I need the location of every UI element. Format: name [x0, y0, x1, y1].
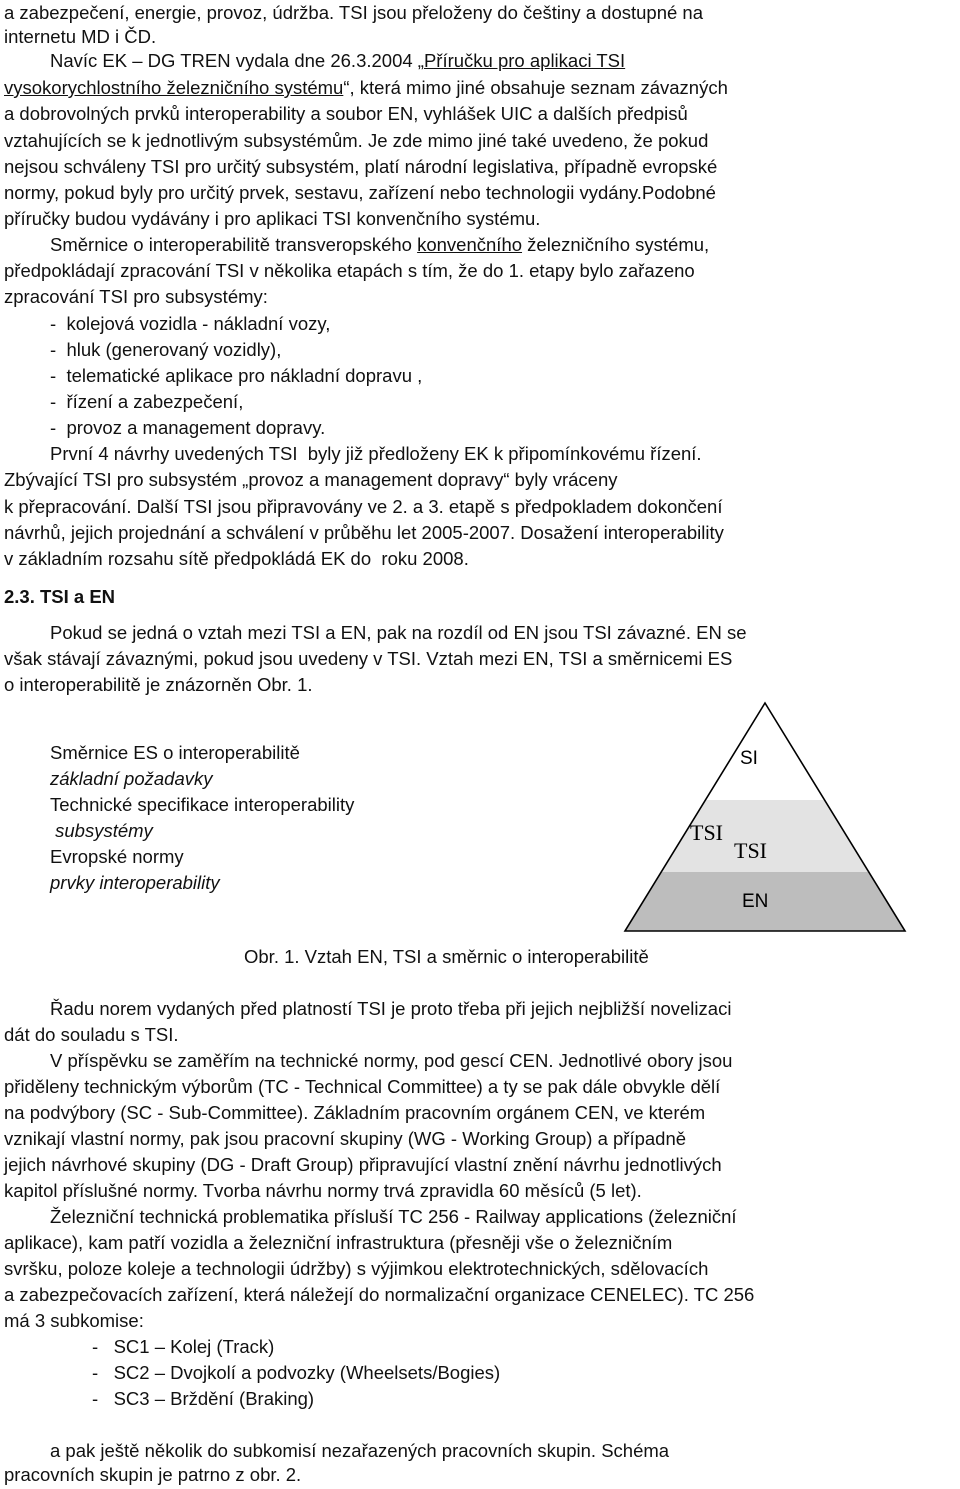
- pyramid-diagram: [620, 700, 910, 935]
- list-item: - SC3 – Brždění (Braking): [92, 1388, 315, 1409]
- text-line: o interoperabilitě je znázorněn Obr. 1.: [4, 674, 313, 695]
- text-line: [50, 232, 709, 258]
- list-item: - SC2 – Dvojkolí a podvozky (Wheelsets/Bogies): [92, 1362, 501, 1383]
- text-line: svršku, poloze koleje a technologii údržby) s výjimkou elektrotechnických, sdělovacích: [4, 1258, 709, 1279]
- text-line: návrhů, jejich projednání a schválení v průběhu let 2005-2007. Dosažení interoperability: [4, 522, 724, 543]
- list-item: - SC1 – Kolej (Track): [92, 1336, 275, 1357]
- text-span: železničního systému,: [522, 234, 710, 255]
- pyramid-tier-top: [620, 700, 910, 800]
- guide-title-link: vysokorychlostního železničního systému: [4, 77, 344, 98]
- text-line: na podvýbory (SC - Sub-Committee). Základním pracovním orgánem CEN, ve kterém: [4, 1102, 706, 1123]
- figure-legend-item: Evropské normy: [50, 846, 184, 867]
- underlined-word: konvenčního: [417, 234, 523, 255]
- text-line: dát do souladu s TSI.: [4, 1024, 179, 1045]
- text-span: Směrnice o interoperabilitě transveropského: [50, 234, 418, 255]
- text-line: aplikace), kam patří vozidla a železniční infrastruktura (přesněji vše o železničním: [4, 1232, 673, 1253]
- guide-title-link: Příručku pro aplikaci TSI: [423, 50, 626, 71]
- pyramid-label-en: EN: [742, 891, 769, 912]
- figure-legend-item: prvky interoperability: [50, 872, 220, 893]
- list-item: - telematické aplikace pro nákladní dopravu ,: [50, 365, 423, 386]
- text-line: Řadu norem vydaných před platností TSI je proto třeba při jejich nejbližší novelizaci: [50, 998, 732, 1019]
- figure-caption: Obr. 1. Vztah EN, TSI a směrnic o interoperabilitě: [244, 946, 649, 967]
- figure-legend-item: Směrnice ES o interoperabilitě: [50, 742, 300, 763]
- text-line: příručky budou vydávány i pro aplikaci TSI konvenčního systému.: [4, 208, 541, 229]
- text-line: předpokládají zpracování TSI v několika etapách s tím, že do 1. etapy bylo zařazeno: [4, 260, 695, 281]
- text-line: vznikají vlastní normy, pak jsou pracovní skupiny (WG - Working Group) a případně: [4, 1128, 687, 1149]
- text-line: kapitol příslušné normy. Tvorba návrhu normy trvá zpravidla 60 měsíců (5 let).: [4, 1180, 642, 1201]
- text-line: vztahujících se k jednotlivým subsystémům. Je zde mimo jiné také uvedeno, že pokud: [4, 130, 709, 151]
- text-line: normy, pokud byly pro určitý prvek, sestavu, zařízení nebo technologii vydány.Podobné: [4, 182, 716, 203]
- list-item: - provoz a management dopravy.: [50, 417, 326, 438]
- figure-legend-item: subsystémy: [50, 820, 153, 841]
- figure-legend-item: Technické specifikace interoperability: [50, 794, 355, 815]
- list-item: - řízení a zabezpečení,: [50, 391, 244, 412]
- pyramid-label-tsi: TSI: [690, 820, 723, 845]
- pyramid-label-si: SI: [740, 748, 758, 769]
- text-line: a zabezpečovacích zařízení, která náležejí do normalizační organizace CENELEC). TC 256: [4, 1284, 755, 1305]
- text-line: nejsou schváleny TSI pro určitý subsystém, platí národní legislativa, případně evropské: [4, 156, 718, 177]
- text-line: zpracování TSI pro subsystémy:: [4, 286, 268, 307]
- text-line: [4, 75, 728, 101]
- text-line: První 4 návrhy uvedených TSI byly již předloženy EK k připomínkovému řízení.: [50, 443, 702, 464]
- text-line: Železniční technická problematika přísluší TC 256 - Railway applications (železniční: [50, 1206, 737, 1227]
- text-line: má 3 subkomise:: [4, 1310, 144, 1331]
- text-line: a dobrovolných prvků interoperability a soubor EN, vyhlášek UIC a dalších předpisů: [4, 103, 688, 124]
- text-line: přiděleny technickým výborům (TC - Technical Committee) a ty se pak dále obvykle dělí: [4, 1076, 721, 1097]
- text-line: V příspěvku se zaměřím na technické normy, pod gescí CEN. Jednotlivé obory jsou: [50, 1050, 733, 1071]
- text-span: Navíc EK – DG TREN vydala dne 26.3.2004 „: [50, 50, 424, 71]
- list-item: - kolejová vozidla - nákladní vozy,: [50, 313, 331, 334]
- text-line: a zabezpečení, energie, provoz, údržba. TSI jsou přeloženy do češtiny a dostupné na: [4, 2, 703, 23]
- section-heading: 2.3. TSI a EN: [4, 586, 116, 607]
- text-line: Zbývající TSI pro subsystém „provoz a management dopravy“ byly vráceny: [4, 469, 618, 490]
- pyramid-label-tsi: TSI: [734, 838, 767, 863]
- text-line: jejich návrhové skupiny (DG - Draft Group) připravující vlastní znění návrhu jednotlivých: [4, 1154, 722, 1175]
- text-line: k přepracování. Další TSI jsou připravovány ve 2. a 3. etapě s předpokladem dokončení: [4, 496, 723, 517]
- text-line: a pak ještě několik do subkomisí nezařazených pracovních skupin. Schéma: [50, 1440, 670, 1461]
- text-line: však stávají závaznými, pokud jsou uvedeny v TSI. Vztah mezi EN, TSI a směrnicemi ES: [4, 648, 733, 669]
- text-line: internetu MD i ČD.: [4, 26, 157, 47]
- text-line: v základním rozsahu sítě předpokládá EK do roku 2008.: [4, 548, 469, 569]
- text-line: Pokud se jedná o vztah mezi TSI a EN, pak na rozdíl od EN jsou TSI závazné. EN se: [50, 622, 747, 643]
- figure-legend-item: základní požadavky: [50, 768, 213, 789]
- text-span: “, která mimo jiné obsahuje seznam závazných: [343, 77, 728, 98]
- text-line: [50, 48, 625, 74]
- text-line: pracovních skupin je patrno z obr. 2.: [4, 1464, 302, 1485]
- list-item: - hluk (generovaný vozidly),: [50, 339, 282, 360]
